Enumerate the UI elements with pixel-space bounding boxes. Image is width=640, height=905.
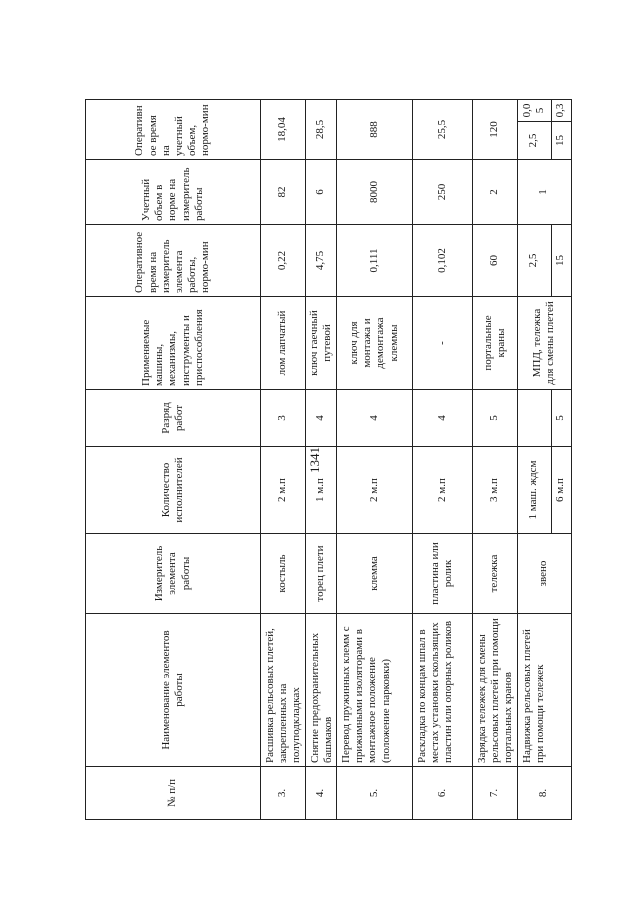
cell-grade: 3 xyxy=(261,390,306,447)
header-op-time: Оперативное время на измеритель элемента работы, нормо-мин xyxy=(86,225,261,297)
table-row xyxy=(472,99,517,819)
header-grade: Разряд работ xyxy=(86,390,261,447)
cell-num: 6. xyxy=(412,767,472,820)
cell-workers: 6 м.п xyxy=(551,447,571,534)
cell-num: 3. xyxy=(261,767,306,820)
cell-name: Перевод пружинных клемм с прижимными изоляторами в монтажное положение (положение парковки) xyxy=(336,614,412,767)
cell-name: Раскладка по концам шпал в местах установки скользящих пластин или опорных роликов xyxy=(412,614,472,767)
table-row xyxy=(517,99,551,819)
table-row xyxy=(336,99,412,819)
page-number: 1341 xyxy=(307,447,322,473)
cell-tools: МПД, тележка для смены плетей xyxy=(517,297,571,390)
cell-workers: 2 м.п xyxy=(412,447,472,534)
cell-volume: 2 xyxy=(472,160,517,225)
cell-name: Расшивка рельсовых плетей, закрепленных на полуподкладках xyxy=(261,614,306,767)
header-workers: Количество исполнителей xyxy=(86,447,261,534)
cell-name: Надвижка рельсовых плетей при помощи тележек xyxy=(517,614,571,767)
cell-grade: 4 xyxy=(305,390,336,447)
cell-num: 7. xyxy=(472,767,517,820)
cell-tools: ключ гаечный путевой xyxy=(305,297,336,390)
cell-num: 8. xyxy=(517,767,571,820)
header-meter: Измеритель элемента работы xyxy=(86,534,261,614)
header-volume: Учетный объем в норме на измеритель работы xyxy=(86,160,261,225)
cell-op-time: 60 xyxy=(472,225,517,297)
cell-norm: 0,3 xyxy=(551,99,571,121)
cell-op-time: 15 xyxy=(551,225,571,297)
cell-op-time: 4,75 xyxy=(305,225,336,297)
cell-op-time: 0,22 xyxy=(261,225,306,297)
cell-grade: 4 xyxy=(412,390,472,447)
cell-norm: 0,05 xyxy=(517,99,551,121)
cell-workers: 2 м.п xyxy=(261,447,306,534)
cell-meter: пластина или ролик xyxy=(412,534,472,614)
cell-workers: 1 маш. ждсм xyxy=(517,447,551,534)
cell-tools: - xyxy=(412,297,472,390)
cell-workers: 1 м.п xyxy=(305,447,336,534)
cell-op-time-volume: 888 xyxy=(336,99,412,159)
header-num: № п/п xyxy=(86,767,261,820)
cell-meter: звено xyxy=(517,534,571,614)
cell-op-time-volume: 15 xyxy=(551,122,571,160)
table-row xyxy=(305,99,336,819)
cell-volume: 6 xyxy=(305,160,336,225)
cell-volume: 1 xyxy=(517,160,571,225)
cell-workers: 3 м.п xyxy=(472,447,517,534)
cell-op-time: 0,102 xyxy=(412,225,472,297)
cell-grade: 5 xyxy=(472,390,517,447)
cell-op-time: 2,5 xyxy=(517,225,551,297)
table-row xyxy=(412,99,472,819)
table-row xyxy=(261,99,306,819)
cell-op-time: 0,111 xyxy=(336,225,412,297)
cell-num: 5. xyxy=(336,767,412,820)
header-name: Наименование элементов работы xyxy=(86,614,261,767)
cell-op-time-volume: 120 xyxy=(472,99,517,159)
cell-meter: тележка xyxy=(472,534,517,614)
cell-grade xyxy=(517,390,551,447)
cell-tools: ключ для монтажа и демонтажа клеммы xyxy=(336,297,412,390)
cell-volume: 250 xyxy=(412,160,472,225)
cell-grade: 4 xyxy=(336,390,412,447)
cell-meter: торец плети xyxy=(305,534,336,614)
cell-name: Зарядка тележек для смены рельсовых плетей при помощи портальных кранов xyxy=(472,614,517,767)
header-row xyxy=(86,99,261,819)
cell-grade: 5 xyxy=(551,390,571,447)
cell-volume: 8000 xyxy=(336,160,412,225)
header-op-time-volume: Оперативное время на учетный объем, нормо-мин xyxy=(86,99,261,159)
header-tools: Применяемые машины, механизмы, инструменты и приспособления xyxy=(86,297,261,390)
cell-workers: 2 м.п xyxy=(336,447,412,534)
cell-op-time-volume: 28,5 xyxy=(305,99,336,159)
cell-op-time-volume: 18,04 xyxy=(261,99,306,159)
norms-table-rotated xyxy=(85,100,567,820)
cell-volume: 82 xyxy=(261,160,306,225)
cell-name: Снятие предохранительных башмаков xyxy=(305,614,336,767)
cell-num: 4. xyxy=(305,767,336,820)
cell-tools: лом лапчатый xyxy=(261,297,306,390)
cell-op-time-volume: 25,5 xyxy=(412,99,472,159)
cell-meter: костыль xyxy=(261,534,306,614)
cell-meter: клемма xyxy=(336,534,412,614)
cell-op-time-volume: 2,5 xyxy=(517,122,551,160)
norms-table xyxy=(85,99,572,820)
cell-tools: портальные краны xyxy=(472,297,517,390)
